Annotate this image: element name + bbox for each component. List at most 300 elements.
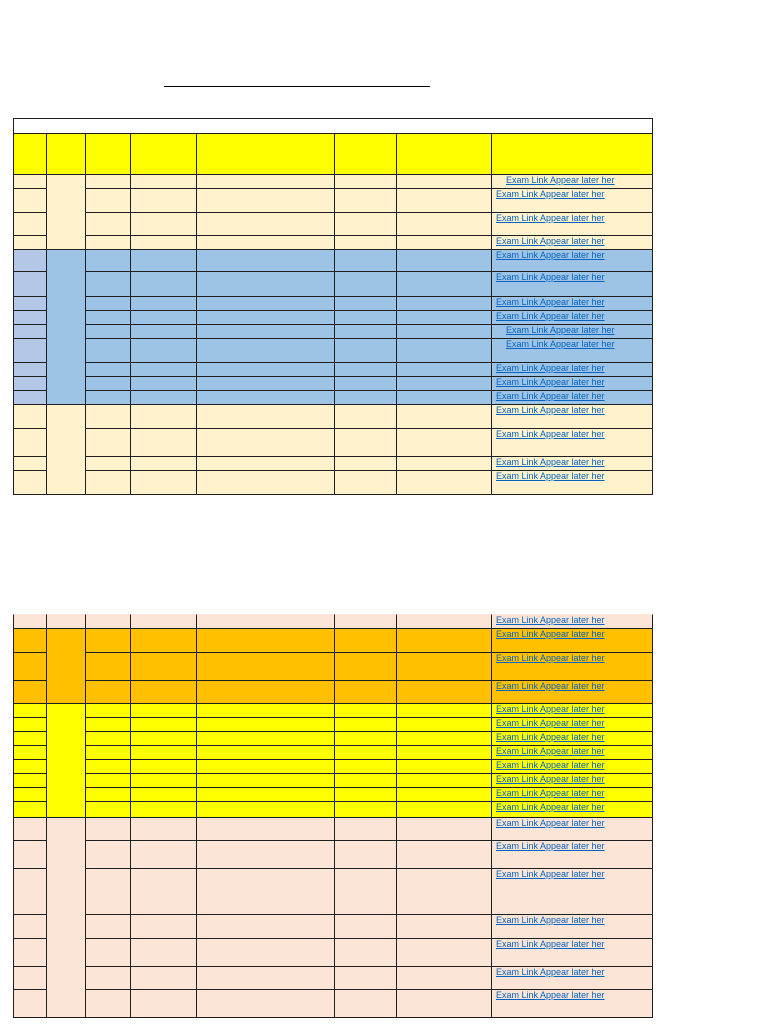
faculty-cell (396, 703, 492, 718)
exam-link[interactable]: Exam Link Appear later her (496, 189, 605, 199)
course-cell (130, 271, 197, 297)
exam-link-cell (491, 376, 653, 391)
exam-link-cell (491, 787, 653, 802)
exam-link[interactable]: Exam Link Appear later her (496, 718, 605, 728)
course-cell (130, 404, 197, 429)
course-cell (130, 296, 197, 311)
code-cell (85, 212, 131, 236)
time-cell (334, 212, 397, 236)
time-cell (334, 456, 397, 471)
time-cell (334, 989, 397, 1018)
title-cell (196, 703, 335, 718)
exam-link-cell (491, 324, 653, 339)
title-cell (196, 773, 335, 788)
title-cell (196, 404, 335, 429)
faculty-cell (396, 390, 492, 405)
course-cell (130, 759, 197, 774)
faculty-cell (396, 652, 492, 681)
exam-link[interactable]: Exam Link Appear later her (496, 746, 605, 756)
exam-link[interactable]: Exam Link Appear later her (496, 732, 605, 742)
exam-link[interactable]: Exam Link Appear later her (496, 297, 605, 307)
row-number-cell (13, 966, 47, 990)
code-cell (85, 817, 131, 841)
faculty-cell (396, 249, 492, 272)
course-cell (130, 428, 197, 457)
title-cell (196, 680, 335, 704)
title-cell (196, 787, 335, 802)
faculty-cell (396, 787, 492, 802)
exam-link-cell (491, 773, 653, 788)
faculty-cell (396, 324, 492, 339)
row-number-cell (13, 212, 47, 236)
code-cell (85, 914, 131, 939)
title-underline (164, 86, 430, 87)
time-cell (334, 731, 397, 746)
row-number-cell (13, 989, 47, 1018)
title-cell (196, 759, 335, 774)
title-cell (196, 989, 335, 1018)
time-cell (334, 914, 397, 939)
time-cell (334, 717, 397, 732)
faculty-cell (396, 235, 492, 250)
course-cell (130, 456, 197, 471)
exam-link-cell (491, 731, 653, 746)
time-cell (334, 310, 397, 325)
exam-link[interactable]: Exam Link Appear later her (496, 681, 605, 691)
header-group-cell (46, 133, 86, 175)
time-cell (334, 296, 397, 311)
course-cell (130, 249, 197, 272)
code-cell (85, 938, 131, 967)
faculty-cell (396, 188, 492, 213)
course-cell (130, 966, 197, 990)
title-cell (196, 338, 335, 363)
row-number-cell (13, 271, 47, 297)
code-cell (85, 271, 131, 297)
exam-link[interactable]: Exam Link Appear later her (496, 363, 605, 373)
time-cell (334, 428, 397, 457)
group-cell (46, 404, 86, 495)
title-cell (196, 362, 335, 377)
title-cell (196, 628, 335, 653)
table-title-row (13, 118, 653, 134)
code-cell (85, 989, 131, 1018)
code-cell (85, 759, 131, 774)
course-cell (130, 470, 197, 495)
title-cell (196, 840, 335, 869)
title-cell (196, 188, 335, 213)
exam-link-cell (491, 428, 653, 457)
course-cell (130, 174, 197, 189)
header-title-cell (196, 133, 335, 175)
exam-link-cell (491, 174, 653, 189)
code-cell (85, 188, 131, 213)
row-number-cell (13, 914, 47, 939)
exam-link-cell (491, 404, 653, 429)
exam-link[interactable]: Exam Link Appear later her (496, 429, 605, 439)
title-cell (196, 914, 335, 939)
time-cell (334, 787, 397, 802)
title-cell (196, 817, 335, 841)
time-cell (334, 801, 397, 818)
code-cell (85, 680, 131, 704)
code-cell (85, 470, 131, 495)
time-cell (334, 324, 397, 339)
exam-link[interactable]: Exam Link Appear later her (496, 967, 605, 977)
exam-link-cell (491, 249, 653, 272)
time-cell (334, 703, 397, 718)
row-number-cell (13, 188, 47, 213)
code-cell (85, 310, 131, 325)
code-cell (85, 801, 131, 818)
exam-link[interactable]: Exam Link Appear later her (496, 236, 605, 246)
exam-link[interactable]: Exam Link Appear later her (496, 841, 605, 851)
course-cell (130, 362, 197, 377)
faculty-cell (396, 745, 492, 760)
row-number-cell (13, 428, 47, 457)
course-cell (130, 235, 197, 250)
code-cell (85, 390, 131, 405)
row-number-cell (13, 680, 47, 704)
title-cell (196, 324, 335, 339)
faculty-cell (396, 914, 492, 939)
row-number-cell (13, 652, 47, 681)
exam-link-cell (491, 362, 653, 377)
exam-link-cell (491, 703, 653, 718)
row-number-cell (13, 362, 47, 377)
time-cell (334, 745, 397, 760)
time-cell (334, 680, 397, 704)
row-number-cell (13, 703, 47, 718)
course-cell (130, 989, 197, 1018)
exam-link[interactable]: Exam Link Appear later her (496, 869, 605, 879)
faculty-cell (396, 338, 492, 363)
exam-link[interactable]: Exam Link Appear later her (496, 818, 605, 828)
code-cell (85, 628, 131, 653)
exam-link-cell (491, 614, 653, 629)
group-cell (46, 817, 86, 1018)
title-cell (196, 470, 335, 495)
code-cell (85, 376, 131, 391)
title-cell (196, 174, 335, 189)
exam-link[interactable]: Exam Link Appear later her (506, 325, 615, 335)
row-number-cell (13, 745, 47, 760)
exam-link-cell (491, 680, 653, 704)
exam-link[interactable]: Exam Link Appear later her (496, 391, 605, 401)
time-cell (334, 773, 397, 788)
row-number-cell (13, 390, 47, 405)
exam-link-cell (491, 817, 653, 841)
time-cell (334, 338, 397, 363)
course-cell (130, 914, 197, 939)
exam-link[interactable]: Exam Link Appear later her (496, 405, 605, 415)
row-number-cell (13, 376, 47, 391)
group-cell (46, 174, 86, 250)
row-number-cell (13, 938, 47, 967)
time-cell (334, 652, 397, 681)
header-faculty-cell (396, 133, 492, 175)
title-cell (196, 745, 335, 760)
exam-link-cell (491, 989, 653, 1018)
code-cell (85, 404, 131, 429)
faculty-cell (396, 868, 492, 915)
code-cell (85, 428, 131, 457)
time-cell (334, 404, 397, 429)
exam-link-cell (491, 801, 653, 818)
exam-link-cell (491, 296, 653, 311)
title-cell (196, 212, 335, 236)
exam-link[interactable]: Exam Link Appear later her (496, 788, 605, 798)
code-cell (85, 174, 131, 189)
faculty-cell (396, 296, 492, 311)
exam-link[interactable]: Exam Link Appear later her (496, 653, 605, 663)
row-number-cell (13, 235, 47, 250)
row-number-cell (13, 310, 47, 325)
title-cell (196, 614, 335, 629)
code-cell (85, 840, 131, 869)
title-cell (196, 938, 335, 967)
code-cell (85, 249, 131, 272)
exam-link[interactable]: Exam Link Appear later her (496, 939, 605, 949)
course-cell (130, 717, 197, 732)
group-cell (46, 628, 86, 704)
code-cell (85, 703, 131, 718)
faculty-cell (396, 773, 492, 788)
time-cell (334, 249, 397, 272)
time-cell (334, 840, 397, 869)
exam-link[interactable]: Exam Link Appear later her (496, 471, 605, 481)
code-cell (85, 652, 131, 681)
exam-link-cell (491, 868, 653, 915)
exam-link-cell (491, 338, 653, 363)
faculty-cell (396, 404, 492, 429)
faculty-cell (396, 376, 492, 391)
time-cell (334, 271, 397, 297)
title-cell (196, 801, 335, 818)
exam-link[interactable]: Exam Link Appear later her (506, 175, 615, 185)
faculty-cell (396, 310, 492, 325)
title-cell (196, 731, 335, 746)
faculty-cell (396, 966, 492, 990)
course-cell (130, 628, 197, 653)
course-cell (130, 773, 197, 788)
code-cell (85, 717, 131, 732)
row-number-cell (13, 840, 47, 869)
faculty-cell (396, 840, 492, 869)
code-cell (85, 868, 131, 915)
exam-link-cell (491, 390, 653, 405)
course-cell (130, 614, 197, 629)
header-code-cell (85, 133, 131, 175)
course-cell (130, 731, 197, 746)
course-cell (130, 310, 197, 325)
title-cell (196, 456, 335, 471)
course-cell (130, 338, 197, 363)
code-cell (85, 296, 131, 311)
exam-link-cell (491, 235, 653, 250)
code-cell (85, 787, 131, 802)
faculty-cell (396, 801, 492, 818)
row-number-cell (13, 324, 47, 339)
exam-link[interactable]: Exam Link Appear later her (496, 615, 605, 625)
course-cell (130, 801, 197, 818)
exam-link-cell (491, 652, 653, 681)
faculty-cell (396, 271, 492, 297)
exam-link-cell (491, 745, 653, 760)
faculty-cell (396, 817, 492, 841)
faculty-cell (396, 628, 492, 653)
exam-link[interactable]: Exam Link Appear later her (496, 213, 605, 223)
course-cell (130, 745, 197, 760)
time-cell (334, 966, 397, 990)
course-cell (130, 817, 197, 841)
exam-link[interactable]: Exam Link Appear later her (496, 250, 605, 260)
course-cell (130, 840, 197, 869)
time-cell (334, 628, 397, 653)
exam-link[interactable]: Exam Link Appear later her (496, 629, 605, 639)
header-course-cell (130, 133, 197, 175)
header-exam-link-cell (491, 133, 653, 175)
exam-link-cell (491, 470, 653, 495)
faculty-cell (396, 614, 492, 629)
title-cell (196, 235, 335, 250)
faculty-cell (396, 717, 492, 732)
course-cell (130, 938, 197, 967)
exam-link-cell (491, 188, 653, 213)
course-cell (130, 376, 197, 391)
exam-link[interactable]: Exam Link Appear later her (496, 311, 605, 321)
course-cell (130, 680, 197, 704)
course-cell (130, 868, 197, 915)
course-cell (130, 188, 197, 213)
row-number-cell (13, 404, 47, 429)
exam-link-cell (491, 212, 653, 236)
time-cell (334, 390, 397, 405)
faculty-cell (396, 212, 492, 236)
title-cell (196, 868, 335, 915)
exam-link[interactable]: Exam Link Appear later her (496, 774, 605, 784)
faculty-cell (396, 989, 492, 1018)
exam-link[interactable]: Exam Link Appear later her (496, 915, 605, 925)
time-cell (334, 188, 397, 213)
time-cell (334, 868, 397, 915)
faculty-cell (396, 938, 492, 967)
course-cell (130, 390, 197, 405)
code-cell (85, 235, 131, 250)
group-cell (46, 249, 86, 405)
row-number-cell (13, 614, 47, 629)
row-number-cell (13, 456, 47, 471)
faculty-cell (396, 174, 492, 189)
row-number-cell (13, 628, 47, 653)
title-cell (196, 296, 335, 311)
time-cell (334, 174, 397, 189)
group-cell (46, 703, 86, 818)
time-cell (334, 938, 397, 967)
row-number-cell (13, 174, 47, 189)
exam-link[interactable]: Exam Link Appear later her (496, 704, 605, 714)
course-cell (130, 212, 197, 236)
exam-link-cell (491, 628, 653, 653)
row-number-cell (13, 731, 47, 746)
code-cell (85, 324, 131, 339)
code-cell (85, 456, 131, 471)
exam-link[interactable]: Exam Link Appear later her (496, 272, 605, 282)
row-number-cell (13, 868, 47, 915)
course-cell (130, 787, 197, 802)
title-cell (196, 390, 335, 405)
exam-link-cell (491, 271, 653, 297)
code-cell (85, 362, 131, 377)
row-number-cell (13, 717, 47, 732)
code-cell (85, 614, 131, 629)
row-number-cell (13, 817, 47, 841)
row-number-cell (13, 296, 47, 311)
time-cell (334, 759, 397, 774)
time-cell (334, 470, 397, 495)
exam-link-cell (491, 938, 653, 967)
row-number-cell (13, 470, 47, 495)
faculty-cell (396, 731, 492, 746)
exam-link[interactable]: Exam Link Appear later her (496, 377, 605, 387)
exam-link[interactable]: Exam Link Appear later her (496, 457, 605, 467)
exam-link[interactable]: Exam Link Appear later her (496, 990, 605, 1000)
row-number-cell (13, 787, 47, 802)
course-cell (130, 703, 197, 718)
code-cell (85, 731, 131, 746)
title-cell (196, 966, 335, 990)
title-cell (196, 428, 335, 457)
code-cell (85, 773, 131, 788)
faculty-cell (396, 428, 492, 457)
title-cell (196, 249, 335, 272)
exam-link-cell (491, 310, 653, 325)
row-number-cell (13, 249, 47, 272)
title-cell (196, 717, 335, 732)
title-cell (196, 271, 335, 297)
header-row-number-cell (13, 133, 47, 175)
faculty-cell (396, 456, 492, 471)
title-cell (196, 652, 335, 681)
exam-link-cell (491, 840, 653, 869)
exam-link-cell (491, 966, 653, 990)
code-cell (85, 745, 131, 760)
exam-link-cell (491, 717, 653, 732)
row-number-cell (13, 338, 47, 363)
faculty-cell (396, 680, 492, 704)
group-cell (46, 614, 86, 629)
exam-link[interactable]: Exam Link Appear later her (496, 802, 605, 812)
row-number-cell (13, 773, 47, 788)
faculty-cell (396, 470, 492, 495)
exam-link-cell (491, 914, 653, 939)
faculty-cell (396, 759, 492, 774)
title-cell (196, 376, 335, 391)
time-cell (334, 614, 397, 629)
time-cell (334, 376, 397, 391)
exam-link[interactable]: Exam Link Appear later her (506, 339, 615, 349)
course-cell (130, 652, 197, 681)
row-number-cell (13, 759, 47, 774)
exam-link[interactable]: Exam Link Appear later her (496, 760, 605, 770)
row-number-cell (13, 801, 47, 818)
faculty-cell (396, 362, 492, 377)
time-cell (334, 235, 397, 250)
title-cell (196, 310, 335, 325)
exam-link-cell (491, 456, 653, 471)
time-cell (334, 362, 397, 377)
exam-link-cell (491, 759, 653, 774)
